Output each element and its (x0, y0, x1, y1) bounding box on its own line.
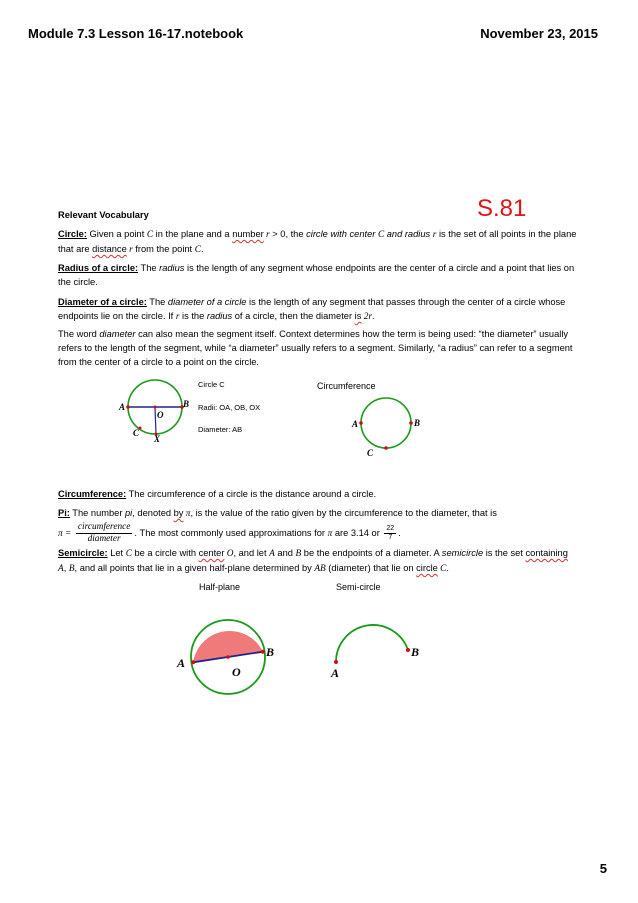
fraction-numerator: circumference (77, 522, 131, 532)
label-o: O (157, 410, 164, 420)
text: is the set of all points in the plane that are (58, 229, 577, 254)
page-number: 5 (599, 861, 607, 876)
text: be the endpoints of a diameter. A (301, 548, 442, 558)
var: C (146, 230, 154, 240)
term-circumference: Circumference: (58, 489, 127, 499)
label-o: O (232, 665, 241, 679)
text: from the point (132, 244, 195, 254)
var: 2r (361, 312, 372, 322)
text: be a circle with (131, 548, 199, 558)
term-circle: Circle: (58, 229, 87, 239)
text: is the (179, 311, 207, 321)
figure-semi-circle (330, 582, 419, 680)
text: center (198, 548, 225, 558)
date: November 23, 2015 (480, 26, 598, 41)
figure-title: Semi-circle (336, 582, 381, 592)
var: A (58, 564, 64, 574)
text: . (398, 527, 401, 538)
var: C (125, 549, 132, 559)
figure-half-plane (176, 582, 274, 694)
text: and radius (384, 229, 433, 239)
text: . (371, 311, 375, 321)
text: distance (92, 244, 127, 254)
caption-radii: Radii: OA, OB, OX (198, 403, 261, 412)
circle-outline (361, 398, 411, 448)
text: , and let (233, 548, 270, 558)
text: . (446, 563, 449, 573)
label-b: B (411, 645, 420, 659)
point-o (154, 406, 157, 409)
figure-circle-c (118, 380, 260, 444)
text: radius (206, 311, 233, 321)
figure-title: Half-plane (199, 582, 241, 592)
text: are 3.14 or (332, 527, 383, 538)
point-o (226, 655, 230, 659)
text: diameter of a circle (167, 297, 247, 307)
pi-equals: π = (58, 528, 72, 539)
section-title: Relevant Vocabulary (58, 210, 149, 220)
text: by (173, 508, 184, 518)
term-diameter: Diameter of a circle: (58, 297, 147, 307)
text: can also mean the segment itself. Context determines how the term is being used: “the diameter” usually refers to the length of the segment, while “a diameter” usually refers to a segment. Similarly, “a radius” can refer to a segment from the center of a circle to a point on the circle. (58, 329, 573, 367)
var: r (432, 230, 437, 240)
var: O (224, 549, 234, 559)
point-a (334, 660, 338, 664)
term-radius: Radius of a circle: (58, 263, 139, 273)
text: , denoted (132, 508, 174, 518)
semicircle-arc (336, 625, 408, 662)
var: r (175, 312, 180, 322)
point-c (384, 446, 388, 450)
text: radius (159, 263, 185, 273)
var: π (327, 528, 333, 539)
text: is the length of any segment whose endpoints are the center of a circle and a point that lies on the circle. (58, 263, 575, 287)
text: number (232, 229, 264, 239)
point-a (191, 660, 195, 664)
text: is (354, 311, 362, 321)
label-a: A (352, 419, 359, 429)
text: . The most commonly used approximations for (134, 527, 328, 538)
text: The number (69, 508, 126, 518)
text: , is the value of the ratio given by the circumference to the diameter, that is (190, 508, 497, 518)
point-b (261, 650, 265, 654)
var: B (68, 564, 75, 574)
caption-diameter: Diameter: AB (198, 425, 243, 434)
var: C (377, 230, 385, 240)
text: > 0, the (269, 229, 307, 239)
var: B (295, 549, 302, 559)
slide-id: S.81 (477, 195, 527, 222)
text: The (146, 297, 168, 307)
text: (diameter) that lie on (325, 563, 417, 573)
text: semicircle (441, 548, 484, 558)
text: is the set (483, 548, 526, 558)
fraction-numerator: 22 (386, 525, 395, 532)
figure-circumference (317, 381, 420, 458)
text: circle with center (306, 229, 378, 239)
figure-title: Circumference (317, 381, 376, 391)
label-a: A (331, 666, 340, 680)
text: diameter (99, 329, 136, 339)
label-a: A (177, 656, 186, 670)
notebook-title: Module 7.3 Lesson 16-17.notebook (28, 26, 244, 41)
label-x: X (154, 434, 161, 444)
point-a (126, 405, 130, 409)
label-c: C (133, 428, 140, 438)
text: circle (416, 563, 438, 573)
point-b (406, 648, 410, 652)
text: The word (58, 329, 100, 339)
text: . (200, 244, 204, 254)
fraction-denominator: 7 (388, 534, 393, 541)
term-semicircle: Semicircle: (58, 548, 108, 558)
text: Let (107, 548, 126, 558)
text: The circumference of a circle is the distance around a circle. (126, 489, 377, 499)
text: , (63, 563, 69, 573)
term-pi: Pi: (58, 508, 70, 518)
caption-circle: Circle C (198, 380, 225, 389)
text: The (138, 263, 160, 273)
text: containing (525, 548, 568, 558)
label-c: C (367, 448, 374, 458)
fraction-denominator: diameter (87, 534, 121, 544)
point-b (409, 421, 413, 425)
var: C (194, 245, 201, 255)
text: , and all points that lie in a given half-plane determined by (74, 563, 315, 573)
label-b: B (183, 399, 190, 409)
text: in the plane and a (153, 229, 233, 239)
var: C (437, 564, 447, 574)
var: π (183, 509, 191, 519)
point-a (359, 421, 363, 425)
var: AB (314, 564, 326, 574)
var: r (263, 230, 270, 240)
text: of a circle, then the diameter (232, 311, 355, 321)
label-a: A (119, 402, 126, 412)
text: and (274, 548, 296, 558)
label-b: B (414, 418, 421, 428)
text: Given a point (86, 229, 147, 239)
var: A (269, 549, 275, 559)
text: is the length of any segment that passes through the center of a circle whose endpoints lie on the circle. If (58, 297, 566, 321)
var: r (126, 245, 133, 255)
label-b: B (266, 645, 275, 659)
text: pi (125, 508, 133, 518)
radius-ox (155, 407, 156, 434)
